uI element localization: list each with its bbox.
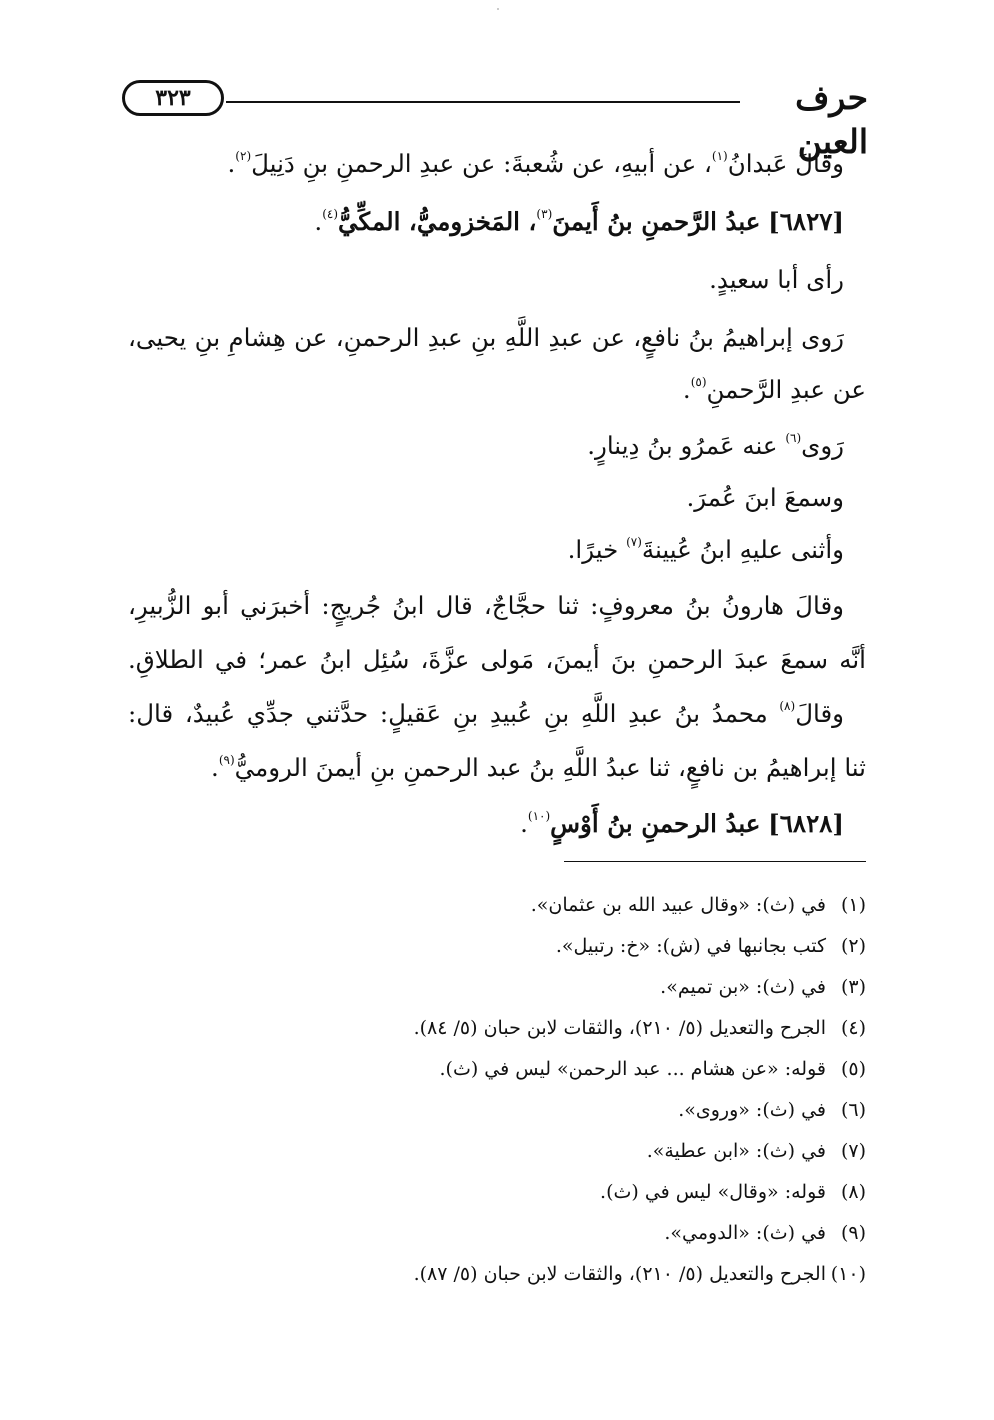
footnote-ref-10[interactable]: (١٠) <box>527 809 551 823</box>
footnote-9 <box>664 1218 866 1248</box>
footnote-2 <box>556 931 866 961</box>
footnote-3 <box>660 972 866 1002</box>
footnote-text: قوله: «وقال» ليس في (ث). <box>600 1181 826 1203</box>
footnote-ref-4[interactable]: (٤) <box>322 207 339 221</box>
footnote-number: (٤) <box>840 1017 866 1039</box>
body-line-7: وسمعَ ابنَ عُمرَ. <box>686 483 844 512</box>
footnote-text: في (ث): «وقال عبيد الله بن عثمان». <box>530 894 826 916</box>
footnote-number: (٦) <box>840 1099 866 1121</box>
body-line-11: وقالَ$^{(٨)}$ محمدُ بنُ عبدِ اللَّهِ بنِ عُبيدِ بنِ عَقيلٍ: حدَّثني جدِّي عُبيدٌ، قال: <box>128 699 844 728</box>
entry-name: عبدُ الرَّحمنِ بنُ أَيمنَ <box>552 207 761 236</box>
footnote-ref-8[interactable]: (٨) <box>779 699 796 713</box>
footnote-ref-2[interactable]: (٢) <box>235 149 252 163</box>
footnote-ref-9[interactable]: (٩) <box>218 753 235 767</box>
body-line-5: عن عبدِ الرَّحمنِ$^{(٥)}$. <box>682 375 866 404</box>
footnote-number: (١) <box>840 894 866 916</box>
footnote-ref-1[interactable]: (١) <box>711 149 728 163</box>
footnote-number: (٢) <box>840 935 866 957</box>
body-line-6: رَوى$^{(٦)}$ عنه عَمرُو بنُ دِينارٍ. <box>587 431 844 460</box>
footnote-1 <box>531 890 866 920</box>
body-line-1: وقالَ عَبدانُ$^{(١)}$، عن أبيهِ، عن شُعبةَ: عن عبدِ الرحمنِ بنِ دَنِيلَ$^{(٢)}$. <box>227 149 844 178</box>
body-line-12: ثنا إبراهيمُ بن نافعٍ، ثنا عبدُ اللَّهِ بنُ عبد الرحمنِ بنِ أيمنَ الروميُّ$^{(٩)}$. <box>211 753 866 782</box>
page-header <box>122 78 868 161</box>
footnote-text: الجرح والتعديل (٥/ ٢١٠)، والثقات لابن حبان (٥/ ٨٤). <box>413 1017 826 1039</box>
footnote-text: قوله: «عن هشام ... عبد الرحمن» ليس في (ث). <box>439 1058 826 1080</box>
entry-name: عبدُ الرحمنِ بنُ أَوْسٍ <box>550 809 761 838</box>
footnote-4 <box>414 1013 866 1043</box>
footnote-text: في (ث): «وروى». <box>678 1099 826 1121</box>
entry-heading-6828: [٦٨٢٨] عبدُ الرحمنِ بنُ أَوْسٍ$^{(١٠)}$. <box>520 809 844 838</box>
footnote-5 <box>440 1054 867 1084</box>
footnote-text: كتب بجانبها في (ش): «خ: رتبيل». <box>555 935 826 957</box>
page-number: ٣٢٣ <box>122 80 224 116</box>
footnote-6 <box>678 1095 866 1125</box>
footnote-text: في (ث): «الدومي». <box>664 1222 826 1244</box>
footnote-number: (٧) <box>840 1140 866 1162</box>
scan-mark <box>497 8 499 10</box>
footnote-number: (٩) <box>840 1222 866 1244</box>
footnote-number: (٣) <box>840 976 866 998</box>
footnote-ref-6[interactable]: (٦) <box>785 431 802 445</box>
footnote-number: (٥) <box>840 1058 866 1080</box>
running-title: حرف العين <box>795 78 868 161</box>
footnote-ref-7[interactable]: (٧) <box>626 535 642 549</box>
footnote-ref-5[interactable]: (٥) <box>690 375 707 389</box>
entry-heading-6827: [٦٨٢٧] عبدُ الرَّحمنِ بنُ أَيمنَ$^{(٣)}$، المَخزوميُّ، المكِّيُّ$^{(٤)}$. <box>314 207 844 236</box>
entry-number: [٦٨٢٧] <box>768 207 844 236</box>
footnote-text: في (ث): «بن تميم». <box>660 976 826 998</box>
footnote-text: في (ث): «ابن عطية». <box>646 1140 826 1162</box>
footnote-number: (١٠) <box>830 1263 866 1285</box>
header-rule <box>226 101 740 103</box>
footnote-text: الجرح والتعديل (٥/ ٢١٠)، والثقات لابن حبان (٥/ ٨٧). <box>413 1263 826 1285</box>
body-line-4: رَوى إبراهيمُ بنُ نافعٍ، عن عبدِ اللَّهِ بنِ عبدِ الرحمنِ، عن هِشامِ بنِ يحيى، <box>128 323 844 352</box>
footnote-separator <box>564 861 866 862</box>
body-line-8: وأثنى عليهِ ابنُ عُيينةَ$^{(٧)}$ خيرًا. <box>567 535 844 564</box>
entry-number: [٦٨٢٨] <box>768 809 844 838</box>
body-line-10: أنَّه سمعَ عبدَ الرحمنِ بنَ أيمنَ، مَولى عزَّةَ، سُئِل ابنُ عمر؛ في الطلاقِ. <box>128 645 866 674</box>
footnote-ref-3[interactable]: (٣) <box>536 207 553 221</box>
body-line-3: رأى أبا سعيدٍ. <box>709 265 844 294</box>
footnote-7 <box>647 1136 866 1166</box>
body-line-9: وقالَ هارونُ بنُ معروفٍ: ثنا حجَّاجٌ، قال ابنُ جُريجٍ: أخبرَني أبو الزُّبيرِ، <box>128 591 844 620</box>
footnote-10 <box>414 1259 866 1289</box>
footnote-8 <box>600 1177 866 1207</box>
footnote-number: (٨) <box>840 1181 866 1203</box>
